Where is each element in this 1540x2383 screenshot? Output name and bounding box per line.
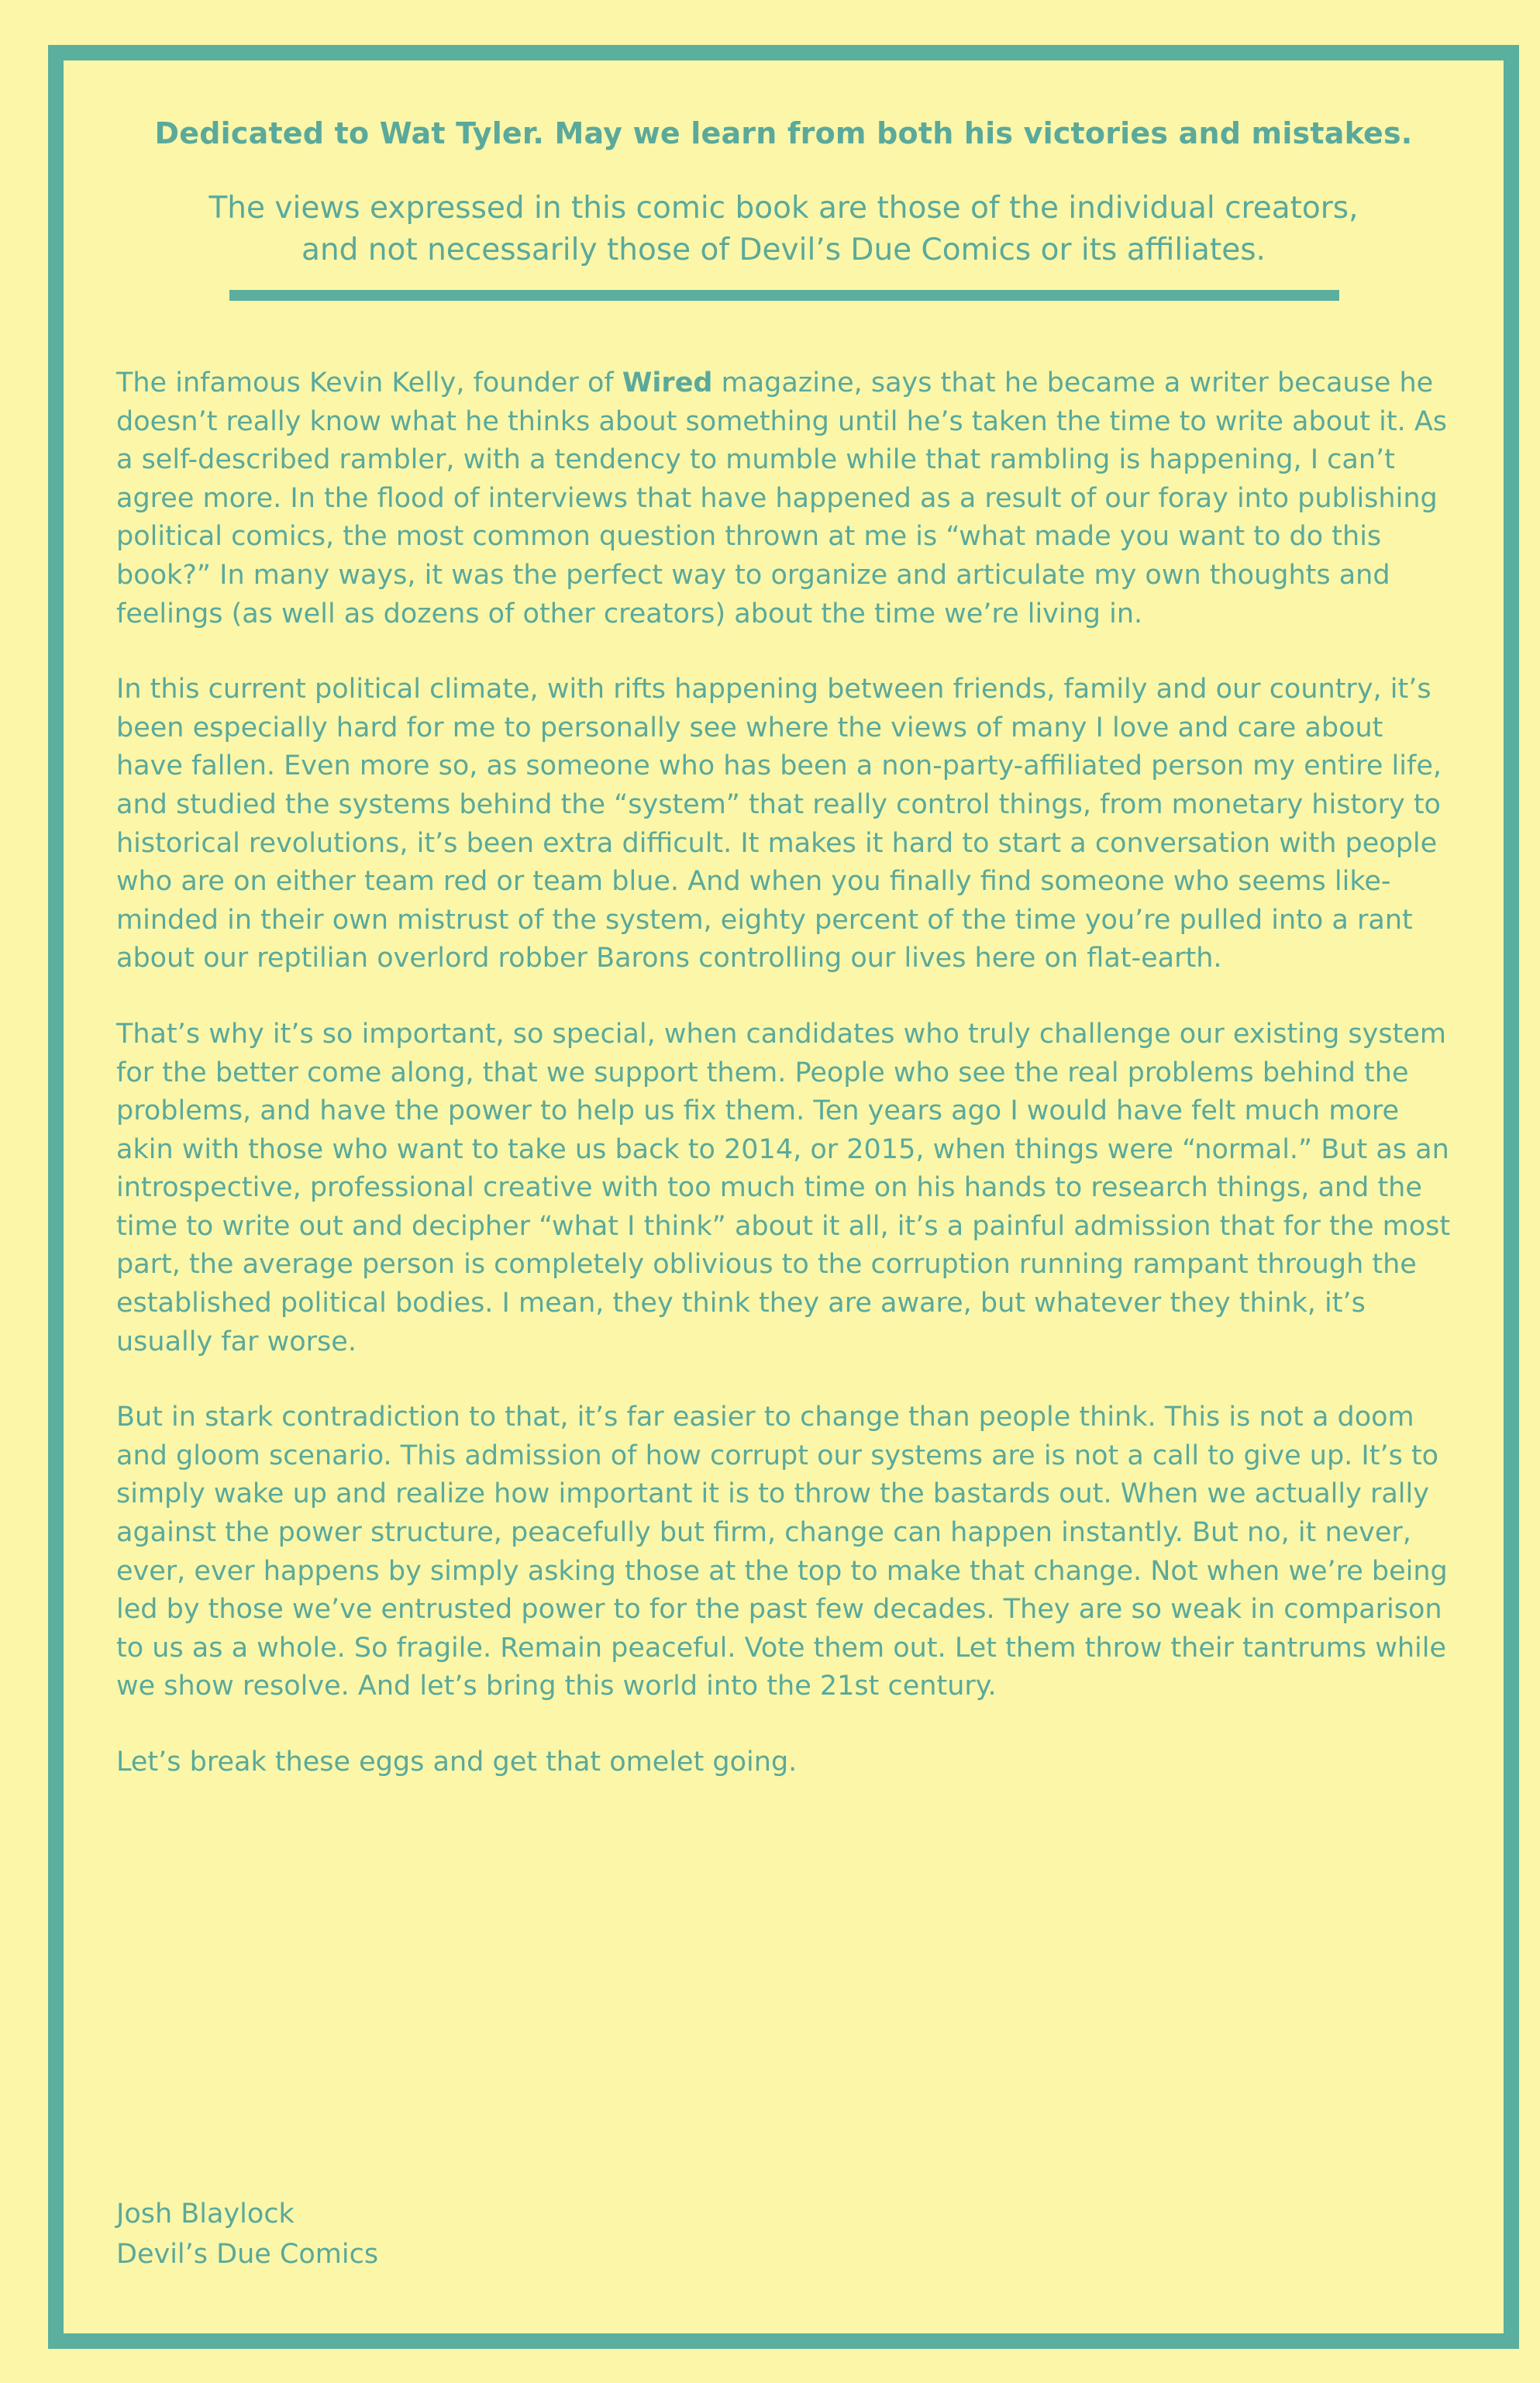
paragraph-4: But in stark contradiction to that, it’s far easier to change than people think. This is not a doom and gloom scenario. This admission of how corrupt our systems are is not a call to give up. It’s to simply wake up and realize how important it is to throw the bastards out. When we actually rally against the power structure, peacefully but firm, change can happen instantly. But no, it never, ever, ever happens by simply asking those at the top to make that change. Not when we’re being led by those we’ve entrusted power to for the past few decades. They are so weak in comparison to us as a whole. So fragile. Remain peaceful. Vote them out. Let them throw their tantrums while we show resolve. And let’s bring this world into the 21st century. — [116, 1402, 1448, 1702]
disclaimer — [64, 188, 1504, 271]
signature-name: Josh Blaylock — [116, 2198, 295, 2230]
paragraph-1-rest: magazine, says that he became a writer because he doesn’t really know what he thinks about something until he’s taken the time to write about it. As a self-described rambler, with a tendency to mumble while that rambling is happening, I can’t agree more. In the flood of interviews that have happened as a result of our foray into publishing political comics, the most common question thrown at me is “what made you want to do this book?” In many ways, it was the perfect way to organize and articulate my own thoughts and feelings (as well as dozens of other creators) about the time we’re living in. — [116, 367, 1448, 629]
signature-block — [116, 2194, 378, 2274]
disclaimer-line-1: The views expressed in this comic book are those of the individual creators, — [208, 191, 1359, 226]
dedication-heading: Dedicated to Wat Tyler. May we learn from both his victories and mistakes. — [154, 116, 1413, 150]
paragraph-3: That’s why it’s so important, so special, when candidates who truly challenge our existing system for the better come along, that we support them. People who see the real problems behind the problems, and have the power to help us fix them. Ten years ago I would have felt much more akin with those who want to take us back to 2014, or 2015, when things were “normal.” But as an introspective, professional creative with too much time on his hands to research things, and the time to write out and decipher “what I think” about it all, it’s a painful admission that for the most part, the average person is completely oblivious to the corruption running rampant through the established political bodies. I mean, they think they are aware, but whatever they think, it’s usually far worse. — [116, 1018, 1451, 1357]
disclaimer-line-2: and not necessarily those of Devil’s Due Comics or its affiliates. — [301, 233, 1266, 267]
paragraph-2: In this current political climate, with rifts happening between friends, family and our country, it’s been especially hard for me to personally see where the views of many I love and care about have fallen. Even more so, as someone who has been a non-party-affiliated person my entire life, and studied the systems behind the “system” that really control things, from monetary history to historical revolutions, it’s been extra difficult. It makes it hard to start a conversation with people who are on either team red or team blue. And when you finally find someone who seems like-minded in their own mistrust of the system, eighty percent of the time you’re pulled into a rant about our reptilian overlord robber Barons controlling our lives here on flat-earth. — [116, 674, 1442, 974]
letter-body — [116, 364, 1457, 1819]
magazine-name: Wired — [622, 367, 713, 398]
paragraph-1-intro: The infamous Kevin Kelly, founder of — [116, 367, 622, 398]
signature-company: Devil’s Due Comics — [116, 2239, 379, 2270]
paragraph-1 — [116, 364, 1457, 633]
page-border — [48, 45, 1519, 2349]
divider-rule — [229, 290, 1339, 301]
paragraph-5: Let’s break these eggs and get that omelet going. — [116, 1747, 798, 1778]
